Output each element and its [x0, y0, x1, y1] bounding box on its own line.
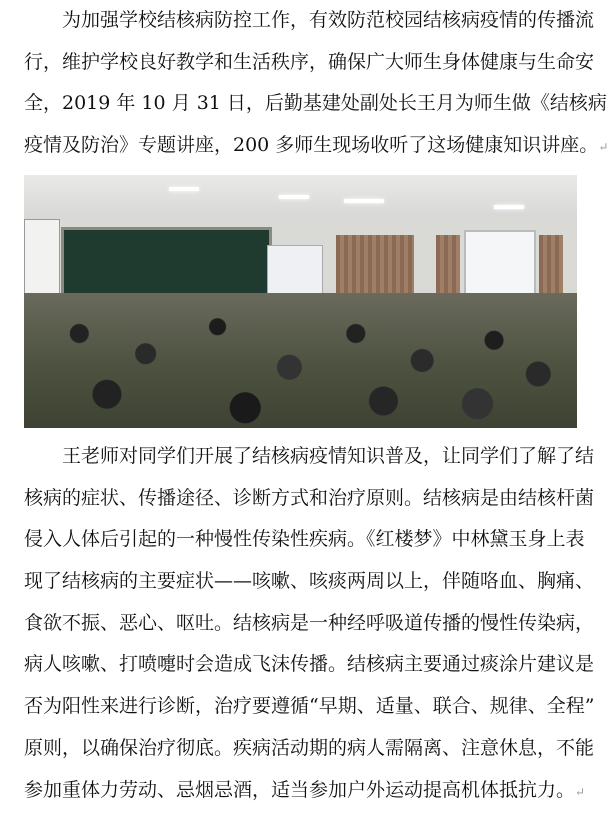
text-line: 现了结核病的主要症状——咳嗽、咳痰两周以上，伴随咯血、胸痛、	[24, 570, 595, 593]
text-line: 为加强学校结核病防控工作，有效防范校园结核病疫情的传播流	[62, 9, 595, 31]
photo-audience	[24, 293, 577, 428]
paragraph-body	[24, 436, 595, 811]
text-line: 核病的症状、传播途径、诊断方式和治疗原则。结核病是由结核杆菌	[24, 486, 595, 509]
text-line: 否为阳性来进行诊断，治疗要遵循“早期、适量、联合、规律、全程”	[24, 695, 595, 718]
photo-lamp	[279, 195, 309, 199]
text-line-last	[24, 770, 586, 812]
lecture-photo	[24, 175, 577, 428]
text-line: 侵入人体后引起的一种慢性传染性疾病。《红楼梦》中林黛玉身上表	[24, 528, 585, 551]
text-line: 食欲不振、恶心、呕吐。结核病是一种经呼吸道传播的慢性传染病，	[24, 611, 595, 634]
text-line: 原则，以确保治疗彻底。疾病活动期的病人需隔离、注意休息，不能	[24, 736, 595, 759]
photo-lamp	[169, 187, 199, 191]
text-line: 病人咳嗽、打喷嚏时会造成飞沫传播。结核病主要通过痰涂片建议是	[24, 653, 595, 676]
text-line: 全，2019 年 10 月 31 日，后勤基建处副处长王月为师生做《结核病	[24, 92, 607, 115]
paragraph-mark-icon: ↵	[575, 784, 586, 799]
photo-lamp	[494, 205, 524, 209]
photo-lamp	[344, 199, 384, 203]
text-line-content: 疫情及防治》专题讲座，200 多师生现场收听了这场健康知识讲座。	[24, 134, 599, 157]
text-line-last	[24, 125, 608, 167]
paragraph-mark-icon: ↵	[598, 140, 608, 155]
paragraph-intro	[24, 0, 608, 167]
text-line: 王老师对同学们开展了结核病疫情知识普及，让同学们了解了结	[62, 445, 595, 467]
text-line: 行，维护学校良好教学和生活秩序，确保广大师生身体健康与生命安	[24, 50, 595, 73]
text-line-content: 参加重体力劳动、忌烟忌酒，适当参加户外运动提高机体抵抗力。	[24, 778, 576, 801]
